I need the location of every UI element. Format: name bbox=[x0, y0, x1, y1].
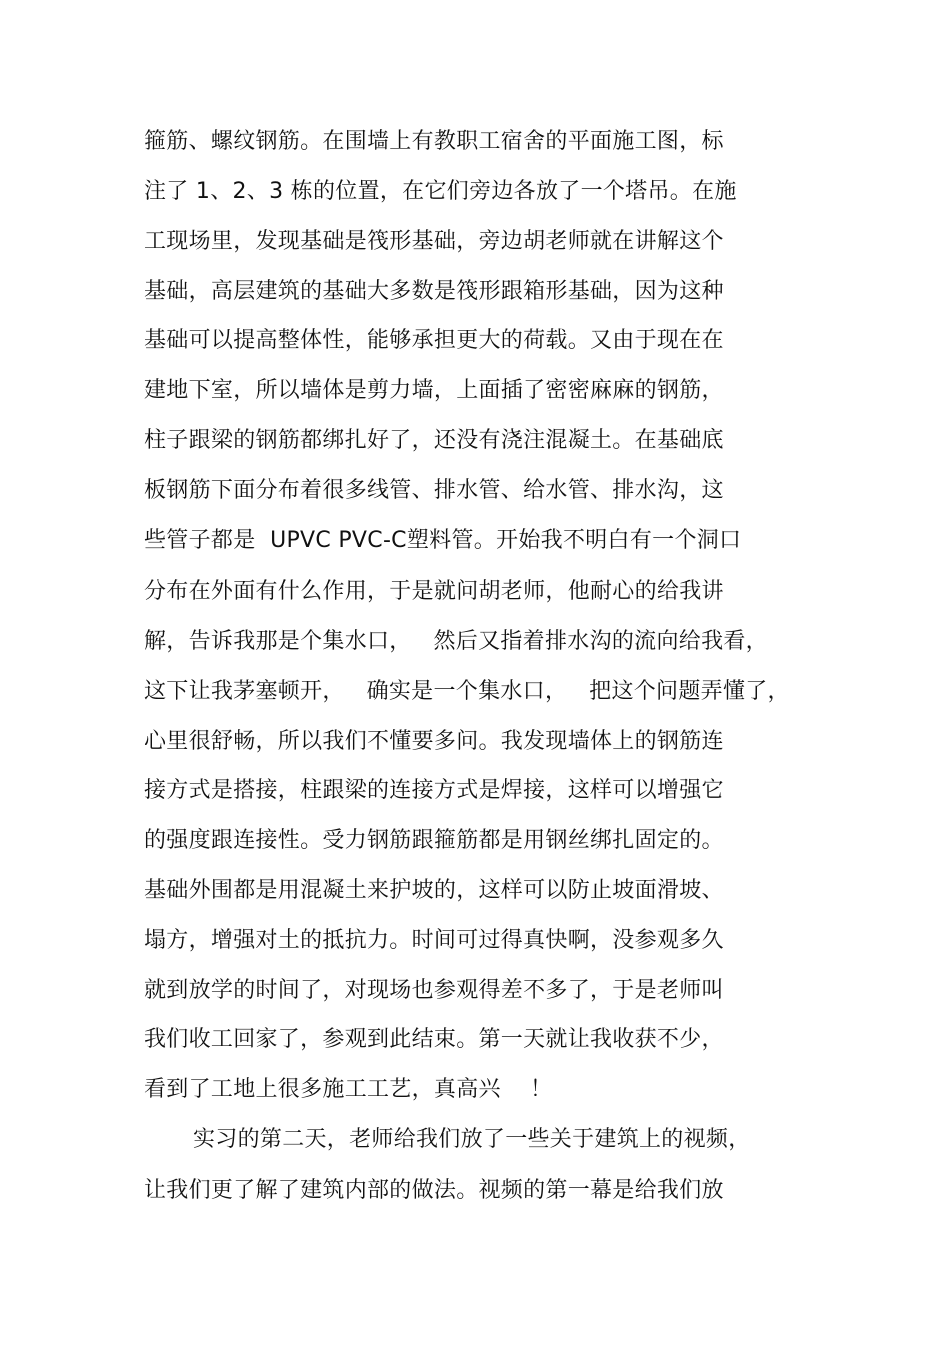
text-line: 塌方，增强对土的抵抗力。时间可过得真快啊，没参观多久 bbox=[144, 928, 724, 953]
text-line: 柱子跟梁的钢筋都绑扎好了，还没有浇注混凝土。在基础底 bbox=[144, 428, 724, 453]
text-line: 就到放学的时间了，对现场也参观得差不多了，于是老师叫 bbox=[144, 978, 724, 1003]
text-line: 看到了工地上很多施工工艺，真高兴 ！ bbox=[144, 1077, 553, 1102]
text-line: 基础，高层建筑的基础大多数是筏形跟箱形基础，因为这种 bbox=[144, 279, 724, 304]
text-line: 基础外围都是用混凝土来护坡的，这样可以防止坡面滑坡、 bbox=[144, 878, 724, 903]
text-line: 这下让我茅塞顿开， 确实是一个集水口， 把这个问题弄懂了， bbox=[144, 679, 790, 704]
text-line: 工现场里，发现基础是筏形基础，旁边胡老师就在讲解这个 bbox=[144, 229, 724, 254]
text-line: 箍筋、螺纹钢筋。在围墙上有教职工宿舍的平面施工图，标 bbox=[144, 129, 724, 154]
text-line: 分布在外面有什么作用，于是就问胡老师，他耐心的给我讲 bbox=[144, 579, 724, 604]
text-line: 解，告诉我那是个集水口， 然后又指着排水沟的流向给我看， bbox=[144, 629, 768, 654]
text-line: 我们收工回家了，参观到此结束。第一天就让我收获不少， bbox=[144, 1027, 724, 1052]
text-line: 心里很舒畅，所以我们不懂要多问。我发现墙体上的钢筋连 bbox=[144, 729, 724, 754]
text-line: 建地下室，所以墙体是剪力墙，上面插了密密麻麻的钢筋， bbox=[144, 378, 724, 403]
text-line: 让我们更了解了建筑内部的做法。视频的第一幕是给我们放 bbox=[144, 1178, 724, 1203]
text-line: 板钢筋下面分布着很多线管、排水管、给水管、排水沟，这 bbox=[144, 478, 724, 503]
text-line: 的强度跟连接性。受力钢筋跟箍筋都是用钢丝绑扎固定的。 bbox=[144, 828, 724, 853]
text-line: 些管子都是 UPVC PVC-C塑料管。开始我不明白有一个洞口 bbox=[144, 528, 742, 553]
text-line: 接方式是搭接，柱跟梁的连接方式是焊接，这样可以增强它 bbox=[144, 778, 724, 803]
text-line: 基础可以提高整体性，能够承担更大的荷载。又由于现在在 bbox=[144, 328, 724, 353]
paragraph-first-line: 实习的第二天，老师给我们放了一些关于建筑上的视频， bbox=[193, 1127, 751, 1152]
text-line: 注了 1、2、3 栋的位置，在它们旁边各放了一个塔吊。在施 bbox=[144, 179, 737, 204]
